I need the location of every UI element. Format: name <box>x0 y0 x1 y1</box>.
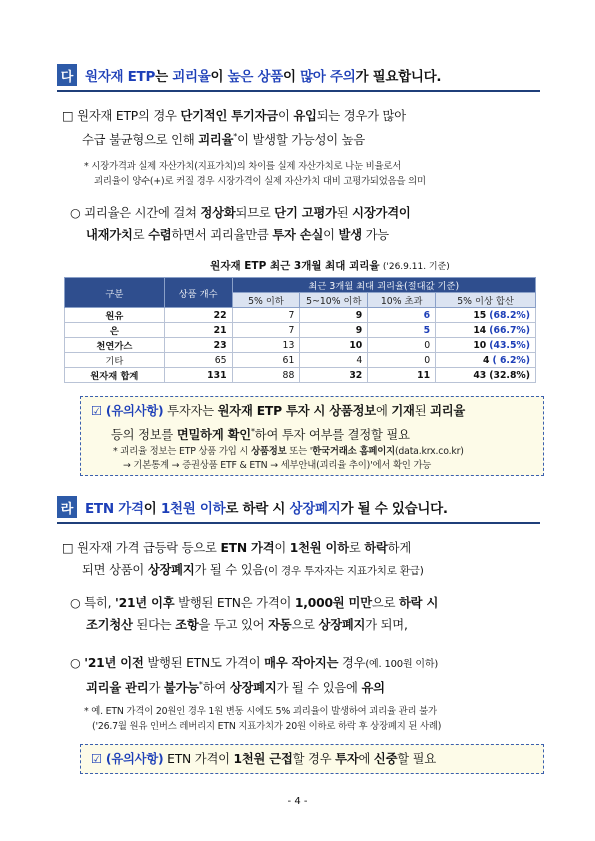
da-paragraph-2: ○ 괴리율은 시간에 걸쳐 정상화되므로 단기 고평가된 시장가격이 <box>70 206 411 220</box>
table-header-group: 최근 3개월 최대 괴리율(절대값 기준) <box>232 278 535 293</box>
ra-footnote-line-2: ('26.7월 원유 인버스 레버리지 ETN 지표가치가 20원 이하로 하락 후 상장폐지 된 사례) <box>92 721 442 732</box>
table-subheader: 5~10% 이하 <box>300 293 368 308</box>
table-row: 원유 22 7 9 6 15 (68.2%) <box>65 308 536 323</box>
ra-paragraph-2-cont: 조기청산 된다는 조항을 두고 있어 자동으로 상장폐지가 되며, <box>86 618 408 632</box>
section-ra-header <box>57 492 540 524</box>
table-subheader: 5% 이하 <box>232 293 300 308</box>
notice-1-line-2: 등의 정보를 면밀하게 확인*하여 투자 여부를 결정할 필요 <box>111 427 410 443</box>
table-title: 원자재 ETP 최근 3개월 최대 괴리율 ('26.9.11. 기준) <box>210 260 450 272</box>
da-footnote-line-1: * 시장가격과 실제 자산가치(지표가치)의 차이를 실제 자산가치로 나눈 비율로서 <box>84 161 402 172</box>
notice-2-line: ☑ (유의사항) ETN 가격이 1천원 근접할 경우 투자에 신중할 필요 <box>91 752 436 766</box>
notice-1-footnote-1: * 괴리율 정보는 ETP 상품 가입 시 상품정보 또는 '한국거래소 홈페이지(data.krx.co.kr) <box>113 446 464 457</box>
ra-footnote-line-1: * 예. ETN 가격이 20원인 경우 1원 변동 시에도 5% 괴리율이 발생하여 괴리율 관리 불가 <box>84 706 437 717</box>
etp-deviation-table <box>64 277 536 383</box>
section-da-header <box>57 60 540 92</box>
table-header-count: 상품 개수 <box>164 278 232 308</box>
table-row: 기타 65 61 4 0 4 ( 6.2%) <box>65 353 536 368</box>
da-paragraph-1: □ 원자재 ETP의 경우 단기적인 투기자금이 유입되는 경우가 많아 <box>62 109 406 123</box>
table-header-category: 구분 <box>65 278 165 308</box>
notice-1-footnote-2: → 기본통계 → 증권상품 ETF & ETN → 세부안내(괴리율 추이)'에서 확인 가능 <box>123 460 432 471</box>
table-row: 은 21 7 9 5 14 (66.7%) <box>65 323 536 338</box>
notice-box-2 <box>80 744 544 774</box>
da-paragraph-1-cont: 수급 불균형으로 인해 괴리율*이 발생할 가능성이 높음 <box>82 132 366 148</box>
ra-paragraph-1-cont: 되면 상품이 상장폐지가 될 수 있음(이 경우 투자자는 지표가치로 환급) <box>82 563 424 577</box>
ra-paragraph-2: ○ 특히, '21년 이후 발행된 ETN은 가격이 1,000원 미만으로 하락 시 <box>70 596 439 610</box>
section-title-da: 원자재 ETP는 괴리율이 높은 상품이 많아 주의가 필요합니다. <box>85 69 442 85</box>
table-subheader: 10% 초과 <box>368 293 436 308</box>
section-title-ra: ETN 가격이 1천원 이하로 하락 시 상장폐지가 될 수 있습니다. <box>85 501 448 517</box>
table-row: 천연가스 23 13 10 0 10 (43.5%) <box>65 338 536 353</box>
notice-box-1 <box>80 396 544 476</box>
page-number: - 4 - <box>287 796 308 807</box>
da-paragraph-2-cont: 내재가치로 수렴하면서 괴리율만큼 투자 손실이 발생 가능 <box>86 228 389 242</box>
ra-paragraph-1: □ 원자재 가격 급등락 등으로 ETN 가격이 1천원 이하로 하락하게 <box>62 541 412 555</box>
ra-paragraph-3-cont: 괴리율 관리가 불가능*하여 상장폐지가 될 수 있음에 유의 <box>86 680 385 696</box>
section-mark-ra: 라 <box>57 496 77 518</box>
section-mark-da: 다 <box>57 64 77 86</box>
da-footnote-line-2: 괴리율이 양수(+)로 커질 경우 시장가격이 실제 자산가치 대비 고평가되었음을 의미 <box>94 176 426 187</box>
notice-1-line-1: ☑ (유의사항) 투자자는 원자재 ETP 투자 시 상품정보에 기재된 괴리율 <box>91 404 466 418</box>
table-subheader: 5% 이상 합산 <box>436 293 536 308</box>
table-total-row: 원자재 합계 131 88 32 11 43 (32.8%) <box>65 368 536 383</box>
ra-paragraph-3: ○ '21년 이전 발행된 ETN도 가격이 매우 작아지는 경우(예. 100원 이하) <box>70 656 439 670</box>
